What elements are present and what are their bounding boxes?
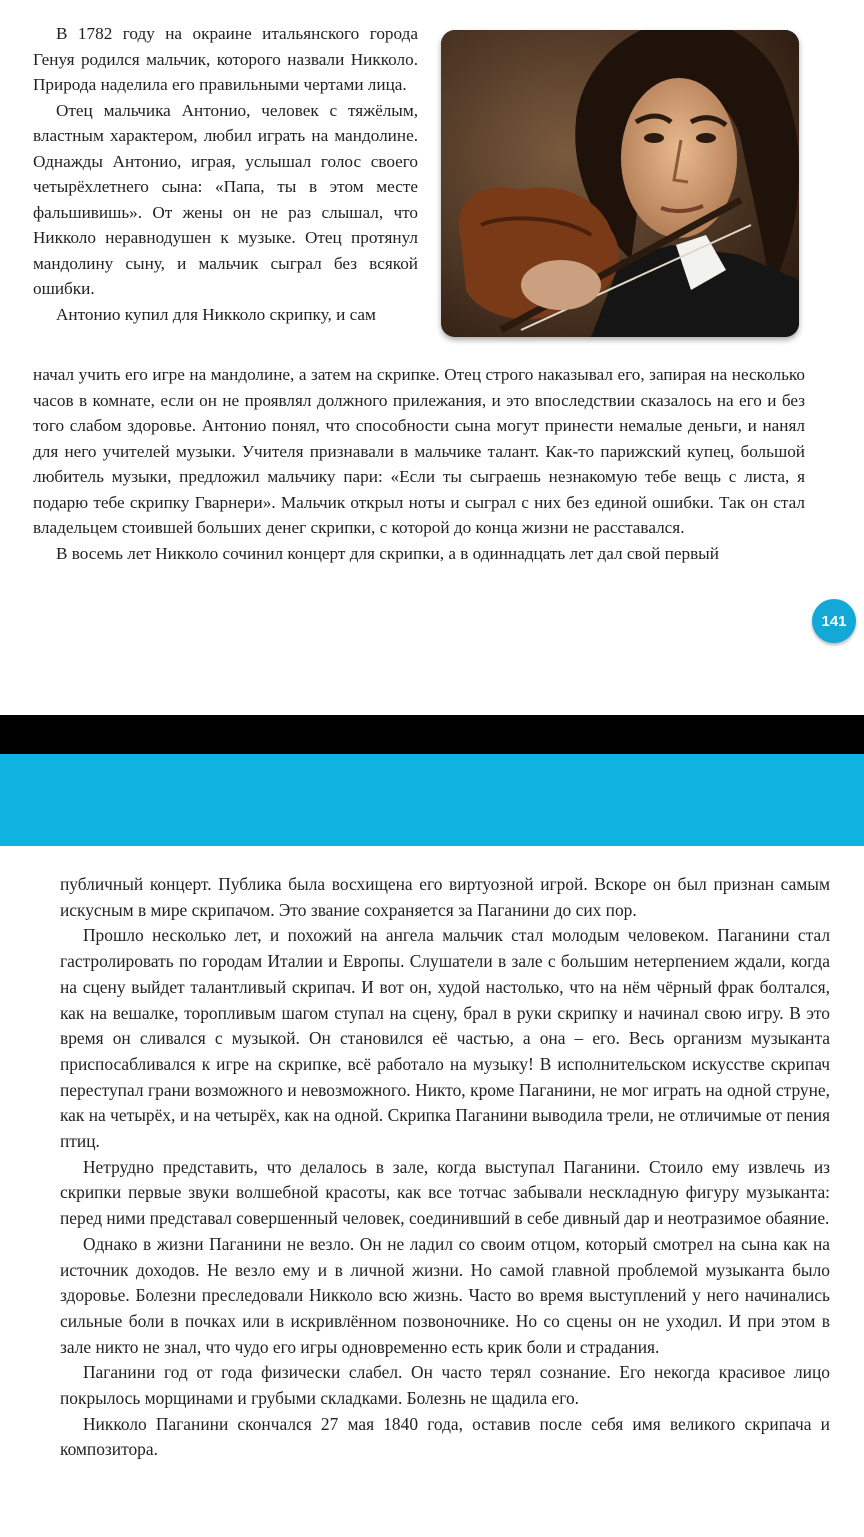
paragraph: Никколо Паганини скончался 27 мая 1840 года, оставив после себя имя великого скрипача и композитора. xyxy=(60,1413,830,1460)
paragraph-continuation: начал учить его игре на мандолине, а затем на скрипке. Отец строго наказывал его, запирая на несколько часов в комнате, если он не проявлял должного прилежания, и это впоследствии сказалось на его и без того слабом здоровье. Антонио понял, что способности сына могут принести немалые деньги, и нанял для него учителей музыки. Учителя признавали в мальчике талант. Как-то парижский купец, большой любитель музыки, предложил мальчику пари: «Если ты сыграешь незнакомую тебе вещь с листа, я подарю тебе скрипку Гварнери». Мальчик открыл ноты и сыграл с них без единой ошибки. Так он стал владельцем стоившей больших денег скрипки, с которой до конца жизни не расставался. xyxy=(33,365,805,537)
page-141 xyxy=(0,0,864,715)
paragraph: Отец мальчика Антонио, человек с тяжёлым, властным характером, любил играть на мандолине. Однажды Антонио, играя, услышал голос своего четырёхлетнего сына: «Папа, ты в этом месте фальшивишь». От жены он не раз слышал, что Никколо неравнодушен к музыке. Отец протянул мандолину сыну, и мальчик сыграл без всякой ошибки. xyxy=(33,100,418,298)
paragraph: Прошло несколько лет, и похожий на ангела мальчик стал молодым человеком. Паганини стал гастролировать по городам Италии и Европы. Слушатели в зале с большим нетерпением ждали, когда на сцену выйдет талантливый скрипач. И вот он, худой настолько, что на нём чёрный фрак болтался, как на вешалке, торопливым шагом ступал на сцену, брал в руки скрипку и начинал свою игру. В это время он сливался с музыкой. Он становился её частью, а она – его. Весь организм музыканта приспосабливался к игре на скрипке, всё работало на музыку! В исполнительском искусстве скрипач переступал грани возможного и невозможного. Никто, кроме Паганини, не мог играть на одной струне, как на четырёх, и на четырёх, как на одной. Скрипка Паганини выводила трели, не отличимые от пения птиц. xyxy=(60,925,830,1152)
paragraph-start: Антонио купил для Никколо скрипку, и сам xyxy=(56,304,376,324)
page-header-band xyxy=(0,754,864,846)
text-column-wide xyxy=(33,362,805,566)
text-column-narrow xyxy=(33,21,418,327)
paragraph: Паганини год от года физически слабел. Он часто терял сознание. Его некогда красивое лицо покрылось морщинами и грубыми складками. Болезнь не щадила его. xyxy=(60,1362,830,1409)
paragraph: Нетрудно представить, что делалось в зале, когда выступал Паганини. Стоило ему извлечь из скрипки первые звуки волшебной красоты, как все тотчас забывали нескладную фигуру музыканта: перед ними представал совершенный человек, соединивший в себе дивный дар и неотразимое обаяние. xyxy=(60,1156,830,1229)
page-number-badge: 141 xyxy=(812,599,856,643)
page-next-text xyxy=(60,872,830,1463)
paragraph-continuation: публичный концерт. Публика была восхищена его виртуозной игрой. Вскоре он был признан самым искусным в мире скрипачом. Это звание сохраняется за Паганини до сих пор. xyxy=(60,874,830,920)
paganini-portrait xyxy=(441,30,799,337)
paragraph: В восемь лет Никколо сочинил концерт для скрипки, а в одиннадцать лет дал свой первый xyxy=(56,543,719,563)
paragraph: В 1782 году на окраине итальянского города Генуя родился мальчик, которого назвали Никколо. Природа наделила его правильными чертами лица. xyxy=(33,24,418,94)
page-gap-black xyxy=(0,715,864,754)
paragraph: Однако в жизни Паганини не везло. Он не ладил со своим отцом, который смотрел на сына как на источник доходов. Не везло ему и в личной жизни. Но самой главной проблемой музыканта было здоровье. Болезни преследовали Никколо всю жизнь. Часто во время выступлений у него начинались сильные боли в почках или в искривлённом позвоночнике. Но со сцены он не уходил. И при этом в зале никто не знал, что чудо его игры одновременно есть крик боли и страдания. xyxy=(60,1233,830,1357)
